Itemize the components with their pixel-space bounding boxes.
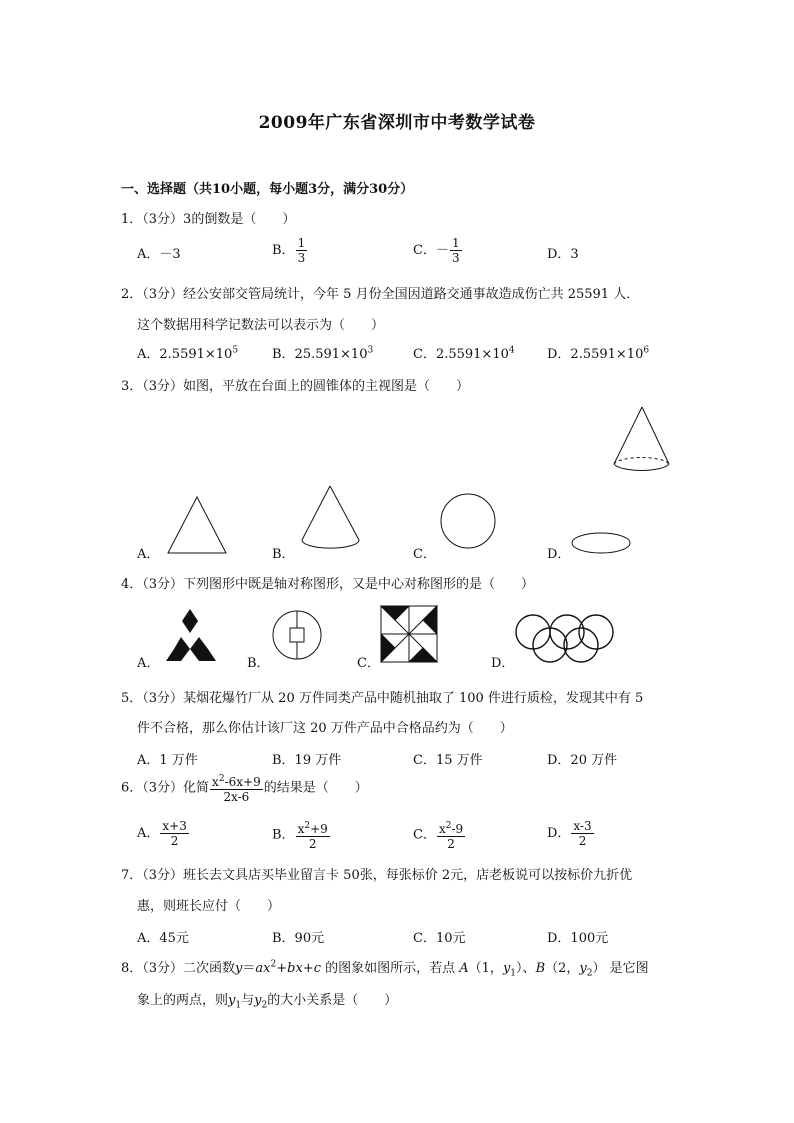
q8-point-b-close: ） bbox=[592, 961, 606, 976]
q2-c-exponent: 4 bbox=[508, 345, 515, 356]
q8-y1: y bbox=[228, 993, 236, 1008]
q6-option-a bbox=[137, 819, 190, 848]
q1-option-d: D．3 bbox=[547, 247, 579, 262]
q8-formula-plus1: + bbox=[276, 961, 288, 976]
q6-b-num-x: x bbox=[297, 822, 305, 836]
question-7-stem-line1: 7．（3分）班长去文具店买毕业留言卡 50张，每张标价 2元，店老板说可以按标价九折优 bbox=[121, 868, 633, 883]
q6-c-fraction bbox=[437, 819, 465, 851]
q1-b-denominator: 3 bbox=[297, 251, 306, 265]
q3-option-b: B． bbox=[272, 547, 295, 562]
q8-y1-sub: 1 bbox=[235, 1000, 242, 1011]
q2-a-exponent: 5 bbox=[232, 345, 239, 356]
q6-b-label: B． bbox=[272, 827, 295, 843]
question-4-stem: 4．（3分）下列图形中既是轴对称图形，又是中心对称图形的是（ ） bbox=[121, 577, 535, 592]
q8-point-b-open: （2， bbox=[545, 961, 580, 976]
q8-tail: 是它图 bbox=[605, 961, 649, 976]
question-2-stem-line2: 这个数据用科学记数法可以表示为（ ） bbox=[137, 318, 385, 333]
q6-b-num-exp: 2 bbox=[304, 821, 311, 831]
question-8-stem-line1 bbox=[121, 957, 649, 979]
q7-option-d: D．100元 bbox=[547, 931, 609, 946]
q5-option-d: D．20 万件 bbox=[547, 753, 618, 768]
page-title: 2009年广东省深圳市中考数学试卷 bbox=[258, 113, 536, 133]
q6-c-label: C． bbox=[413, 827, 436, 843]
q8-point-a-y: y bbox=[502, 961, 511, 976]
q8-with: 与 bbox=[241, 993, 255, 1008]
q1-option-b-label: B． bbox=[272, 243, 295, 258]
q4-option-b-coin bbox=[273, 611, 321, 659]
q8-formula-exp: 2 bbox=[270, 959, 277, 970]
q1-b-numerator: 1 bbox=[297, 236, 306, 250]
q6-num-rest: -6x+9 bbox=[224, 775, 261, 789]
q6-option-b bbox=[272, 819, 331, 851]
q8-y2-sub: 2 bbox=[261, 1000, 268, 1011]
q6-d-fraction bbox=[571, 819, 593, 848]
q8-sep: 、 bbox=[522, 961, 536, 976]
q3-option-a: A． bbox=[137, 547, 160, 562]
q2-b-exponent: 3 bbox=[367, 345, 374, 356]
q8-point-b-sub: 2 bbox=[586, 968, 593, 979]
question-1-stem: 1．（3分）3的倒数是（ ） bbox=[121, 212, 296, 227]
q6-b-numerator bbox=[296, 819, 330, 837]
q8-point-a-open: （1， bbox=[468, 961, 503, 976]
q4-option-a-three-diamonds bbox=[166, 609, 216, 661]
q7-option-b: B．90元 bbox=[272, 931, 325, 946]
q2-d-exponent: 6 bbox=[643, 345, 650, 356]
q8-formula-eq: ＝ bbox=[242, 961, 256, 976]
q4-option-b: B． bbox=[247, 656, 270, 671]
q8-formula-c: c bbox=[313, 961, 321, 976]
q4-option-c: C． bbox=[357, 656, 380, 671]
q6-a-numerator: x+3 bbox=[162, 819, 187, 833]
q6-option-c bbox=[413, 819, 466, 851]
question-5-stem-line2: 件不合格，那么你估计该厂这 20 万件产品中合格品约为（ ） bbox=[137, 721, 513, 736]
q5-option-b: B．19 万件 bbox=[272, 753, 342, 768]
q4-option-d: D． bbox=[491, 656, 515, 671]
question-7-stem-line2: 惠，则班长应付（ ） bbox=[137, 899, 281, 914]
q8-y2: y bbox=[254, 993, 262, 1008]
q4-option-a: A． bbox=[137, 656, 160, 671]
q6-num-x: x bbox=[212, 775, 219, 789]
q1-c-denominator: 3 bbox=[451, 251, 460, 265]
q8-line2-b: 的大小关系是（ ） bbox=[267, 993, 398, 1008]
q3-option-d: D． bbox=[547, 547, 571, 562]
q6-suffix: 的结果是（ ） bbox=[263, 780, 368, 796]
q2-b-base: B．25.591×10 bbox=[272, 347, 368, 362]
q8-prefix: 8．（3分）二次函数 bbox=[121, 961, 236, 976]
q6-d-label: D． bbox=[547, 826, 571, 841]
q6-a-fraction bbox=[160, 819, 188, 848]
q6-a-label: A． bbox=[137, 826, 160, 841]
q8-formula-a: ax bbox=[255, 961, 271, 976]
section-heading: 一、选择题（共10小题，每小题3分，满分30分） bbox=[121, 182, 414, 197]
q8-formula-y: y bbox=[235, 961, 243, 976]
q6-prefix: 6．（3分）化简 bbox=[121, 780, 210, 796]
q6-b-num-rest: +9 bbox=[310, 822, 328, 836]
q6-denominator: 2x-6 bbox=[223, 790, 250, 804]
q1-option-a: A．－3 bbox=[137, 247, 181, 262]
q1-option-c-label: C．－ bbox=[413, 243, 449, 258]
q8-formula-plus2: + bbox=[302, 961, 314, 976]
q8-mid: 的图象如图所示，若点 bbox=[321, 961, 460, 976]
q8-point-a: A bbox=[459, 961, 469, 976]
q6-d-denominator: 2 bbox=[578, 834, 587, 848]
q8-point-a-close: ） bbox=[516, 961, 523, 976]
q6-d-numerator: x-3 bbox=[573, 819, 592, 833]
q2-a-base: A．2.5591×10 bbox=[137, 347, 233, 362]
q4-option-c-pinwheel bbox=[381, 606, 437, 662]
question-8-stem-line2 bbox=[137, 989, 397, 1011]
q6-b-fraction bbox=[296, 819, 330, 851]
q6-c-numerator bbox=[437, 819, 465, 837]
q2-d-base: D．2.5591×10 bbox=[547, 347, 644, 362]
q3-option-c: C． bbox=[413, 547, 436, 562]
q6-c-num-x: x bbox=[438, 822, 446, 836]
q6-c-denominator: 2 bbox=[447, 837, 455, 851]
q7-option-a: A．45元 bbox=[137, 931, 189, 946]
q6-numerator bbox=[210, 772, 263, 790]
question-2-stem-line1: 2．（3分）经公安部交管局统计，今年 5 月份全国因道路交通事故造成伤亡共 25591 人． bbox=[121, 287, 640, 302]
q6-expression bbox=[210, 772, 263, 804]
q8-line2-a: 象上的两点，则 bbox=[137, 993, 229, 1008]
q6-a-denominator: 2 bbox=[170, 834, 179, 848]
q8-formula-b: bx bbox=[287, 961, 303, 976]
q2-c-base: C．2.5591×10 bbox=[413, 347, 509, 362]
q6-b-denominator: 2 bbox=[308, 837, 317, 851]
question-5-stem-line1: 5．（3分）某烟花爆竹厂从 20 万件同类产品中随机抽取了 100 件进行质检，发现其中有 5 bbox=[121, 691, 644, 706]
q6-c-num-exp: 2 bbox=[445, 821, 452, 831]
q7-option-c: C．10元 bbox=[413, 931, 466, 946]
q8-point-a-sub: 1 bbox=[510, 968, 517, 979]
q6-option-d bbox=[547, 819, 595, 848]
q6-c-num-rest: -9 bbox=[451, 822, 464, 836]
q5-option-c: C．15 万件 bbox=[413, 753, 483, 768]
q8-point-b-y: y bbox=[579, 961, 587, 976]
question-3-stem: 3．（3分）如图，平放在台面上的圆锥体的主视图是（ ） bbox=[121, 379, 470, 394]
q1-c-numerator: 1 bbox=[451, 236, 460, 250]
q6-num-exp: 2 bbox=[218, 774, 225, 784]
question-6-stem bbox=[121, 772, 368, 804]
q4-option-d-olympic-rings bbox=[516, 615, 613, 662]
q5-option-a: A．1 万件 bbox=[137, 753, 198, 768]
q8-point-b: B bbox=[535, 961, 546, 976]
